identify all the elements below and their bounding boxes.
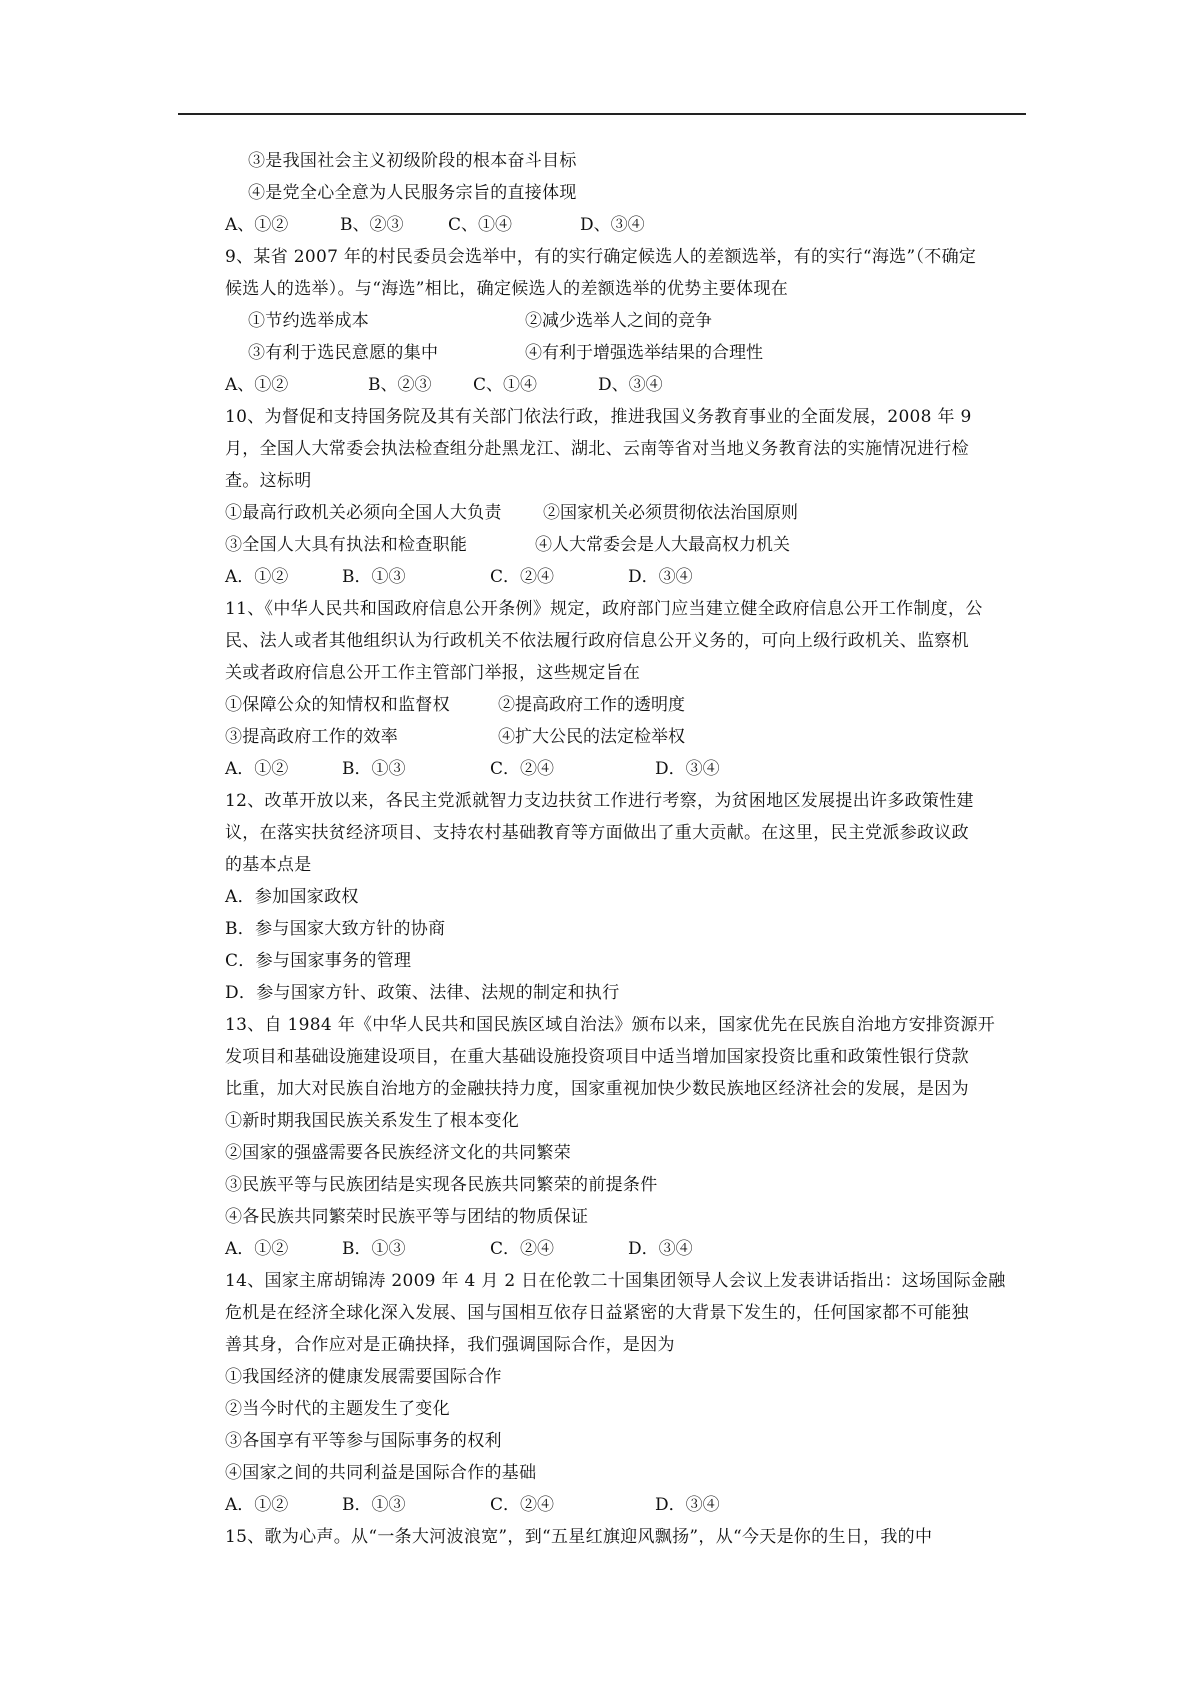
- q12-option-a: A．参加国家政权: [225, 887, 359, 907]
- q14-option-b: B．①③: [342, 1495, 406, 1515]
- q9-option-b: B、②③: [368, 375, 432, 395]
- q10-stem-line-3: 查。这标明: [225, 471, 312, 491]
- q14-statement-1: ①我国经济的健康发展需要国际合作: [225, 1367, 502, 1387]
- q13-option-c: C．②④: [490, 1239, 555, 1259]
- q13-statement-1: ①新时期我国民族关系发生了根本变化: [225, 1111, 520, 1131]
- q9-statement-2: ②减少选举人之间的竞争: [525, 311, 712, 331]
- q10-stem-line-1: 10、为督促和支持国务院及其有关部门依法行政，推进我国义务教育事业的全面发展，2008 年 9: [225, 407, 972, 427]
- q12-stem-line-1: 12、改革开放以来，各民主党派就智力支边扶贫工作进行考察，为贫困地区发展提出许多政策性建: [225, 791, 974, 811]
- q14-statement-2: ②当今时代的主题发生了变化: [225, 1399, 450, 1419]
- q14-option-c: C．②④: [490, 1495, 555, 1515]
- q14-stem-line-2: 危机是在经济全球化深入发展、国与国相互依存日益紧密的大背景下发生的，任何国家都不可能独: [225, 1303, 969, 1323]
- q10-option-d: D．③④: [628, 567, 693, 587]
- q10-statement-3: ③全国人大具有执法和检查职能: [225, 535, 468, 555]
- q12-stem-line-3: 的基本点是: [225, 855, 312, 875]
- q11-statement-2: ②提高政府工作的透明度: [498, 695, 685, 715]
- q9-option-a: A、①②: [225, 375, 289, 395]
- q8-option-a: A、①②: [225, 215, 289, 235]
- q13-option-d: D．③④: [628, 1239, 693, 1259]
- q14-statement-3: ③各国享有平等参与国际事务的权利: [225, 1431, 502, 1451]
- q13-statement-3: ③民族平等与民族团结是实现各民族共同繁荣的前提条件: [225, 1175, 658, 1195]
- q10-statement-1: ①最高行政机关必须向全国人大负责: [225, 503, 502, 523]
- q11-option-c: C．②④: [490, 759, 555, 779]
- q11-stem-line-3: 关或者政府信息公开工作主管部门举报，这些规定旨在: [225, 663, 641, 683]
- q12-option-d: D．参与国家方针、政策、法律、法规的制定和执行: [225, 983, 620, 1003]
- q15-stem-line-1: 15、歌为心声。从“一条大河波浪宽”，到“五星红旗迎风飘扬”，从“今天是你的生日，我的中: [225, 1527, 933, 1547]
- q11-option-b: B．①③: [342, 759, 406, 779]
- q10-option-b: B．①③: [342, 567, 406, 587]
- q12-option-b: B．参与国家大致方针的协商: [225, 919, 446, 939]
- q14-option-d: D．③④: [655, 1495, 720, 1515]
- q11-stem-line-2: 民、法人或者其他组织认为行政机关不依法履行政府信息公开义务的，可向上级行政机关、监察机: [225, 631, 969, 651]
- q10-statement-4: ④人大常委会是人大最高权力机关: [535, 535, 790, 555]
- q14-option-a: A．①②: [225, 1495, 289, 1515]
- q11-option-d: D．③④: [655, 759, 720, 779]
- q12-option-c: C．参与国家事务的管理: [225, 951, 412, 971]
- q13-option-a: A．①②: [225, 1239, 289, 1259]
- q11-stem-line-1: 11、《中华人民共和国政府信息公开条例》规定，政府部门应当建立健全政府信息公开工作制度，公: [225, 599, 983, 619]
- q9-statement-4: ④有利于增强选举结果的合理性: [525, 343, 763, 363]
- q13-option-b: B．①③: [342, 1239, 406, 1259]
- q8-statement-4: ④是党全心全意为人民服务宗旨的直接体现: [248, 183, 577, 203]
- q14-statement-4: ④国家之间的共同利益是国际合作的基础: [225, 1463, 537, 1483]
- q11-statement-3: ③提高政府工作的效率: [225, 727, 398, 747]
- q9-statement-1: ①节约选举成本: [248, 311, 370, 331]
- q13-stem-line-2: 发项目和基础设施建设项目，在重大基础设施投资项目中适当增加国家投资比重和政策性银行贷款: [225, 1047, 969, 1067]
- q14-stem-line-1: 14、国家主席胡锦涛 2009 年 4 月 2 日在伦敦二十国集团领导人会议上发表讲话指出：这场国际金融: [225, 1271, 1006, 1291]
- q9-option-d: D、③④: [598, 375, 663, 395]
- q14-stem-line-3: 善其身，合作应对是正确抉择，我们强调国际合作，是因为: [225, 1335, 675, 1355]
- q11-statement-1: ①保障公众的知情权和监督权: [225, 695, 450, 715]
- q10-option-c: C．②④: [490, 567, 555, 587]
- q9-option-c: C、①④: [473, 375, 538, 395]
- q10-option-a: A．①②: [225, 567, 289, 587]
- q10-stem-line-2: 月，全国人大常委会执法检查组分赴黑龙江、湖北、云南等省对当地义务教育法的实施情况进行检: [225, 439, 969, 459]
- q11-statement-4: ④扩大公民的法定检举权: [498, 727, 685, 747]
- q8-option-c: C、①④: [448, 215, 513, 235]
- q9-stem-line-2: 候选人的选举）。与“海选”相比，确定候选人的差额选举的优势主要体现在: [225, 279, 789, 299]
- q12-stem-line-2: 议，在落实扶贫经济项目、支持农村基础教育等方面做出了重大贡献。在这里，民主党派参政议政: [225, 823, 969, 843]
- q13-stem-line-1: 13、自 1984 年《中华人民共和国民族区域自治法》颁布以来，国家优先在民族自治地方安排资源开: [225, 1015, 996, 1035]
- q9-stem-line-1: 9、某省 2007 年的村民委员会选举中，有的实行确定候选人的差额选举，有的实行“海选”（不确定: [225, 247, 977, 267]
- q13-statement-4: ④各民族共同繁荣时民族平等与团结的物质保证: [225, 1207, 589, 1227]
- q8-option-b: B、②③: [340, 215, 404, 235]
- q11-option-a: A．①②: [225, 759, 289, 779]
- q13-statement-2: ②国家的强盛需要各民族经济文化的共同繁荣: [225, 1143, 571, 1163]
- q8-statement-3: ③是我国社会主义初级阶段的根本奋斗目标: [248, 151, 577, 171]
- q8-option-d: D、③④: [580, 215, 645, 235]
- q10-statement-2: ②国家机关必须贯彻依法治国原则: [543, 503, 798, 523]
- header-rule: [178, 113, 1026, 115]
- q13-stem-line-3: 比重，加大对民族自治地方的金融扶持力度，国家重视加快少数民族地区经济社会的发展，是因为: [225, 1079, 969, 1099]
- q9-statement-3: ③有利于选民意愿的集中: [248, 343, 439, 363]
